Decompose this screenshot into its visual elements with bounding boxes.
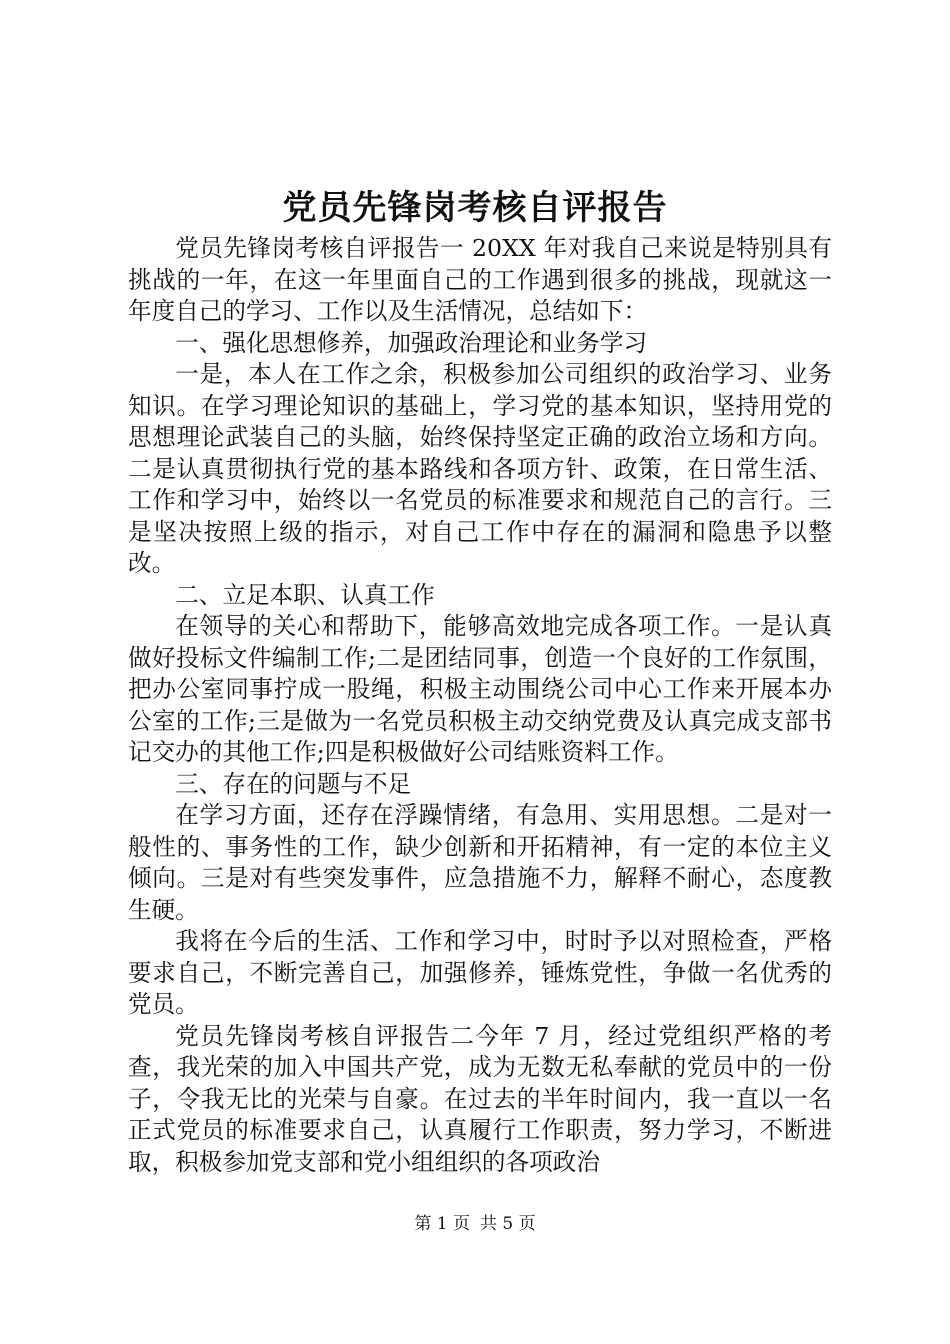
section-heading: 三、存在的问题与不足	[175, 769, 412, 798]
paragraph: 在领导的关心和帮助下，能够高效地完成各项工作。一是认真做好投标文件编制工作;二是团结同事，创造一个良好的工作氛围，把办公室同事拧成一股绳，积极主动围绕公司中心工作来开展本办公室的工作;三是做为一名党员积极主动交纳党费及认真完成支部书记交办的其他工作;四是积极做好公司结账资料工作。	[128, 612, 832, 766]
paragraph: 在学习方面，还存在浮躁情绪，有急用、实用思想。二是对一般性的、事务性的工作，缺少创新和开拓精神，有一定的本位主义倾向。三是对有些突发事件，应急措施不力，解释不耐心，态度教生硬。	[128, 801, 832, 924]
paragraph: 党员先锋岗考核自评报告一 20XX 年对我自己来说是特别具有挑战的一年，在这一年里面自己的工作遇到很多的挑战，现就这一年度自己的学习、工作以及生活情况，总结如下：	[128, 234, 832, 325]
section-heading: 二、立足本职、认真工作	[175, 580, 435, 609]
document-title: 党员先锋岗考核自评报告	[282, 188, 668, 228]
document-body	[128, 233, 832, 1178]
paragraph: 我将在今后的生活、工作和学习中，时时予以对照检查，严格要求自己，不断完善自己，加强修养，锤炼党性，争做一名优秀的党员。	[128, 927, 832, 1018]
page-total: 共 5 页	[480, 1214, 536, 1234]
paragraph: 党员先锋岗考核自评报告二今年 7 月，经过党组织严格的考查，我光荣的加入中国共产党，成为无数无私奉献的党员中的一份子，令我无比的光荣与自豪。在过去的半年时间内，我一直以一名正式党员的标准要求自己，认真履行工作职责，努力学习，不断进取，积极参加党支部和党小组组织的各项政治	[128, 1021, 832, 1176]
page-number: 第 1 页	[414, 1214, 470, 1234]
paragraph: 一是，本人在工作之余，积极参加公司组织的政治学习、业务知识。在学习理论知识的基础上，学习党的基本知识，坚持用党的思想理论武装自己的头脑，始终保持坚定正确的政治立场和方向。二是认真贯彻执行党的基本路线和各项方针、政策，在日常生活、工作和学习中，始终以一名党员的标准要求和规范自己的言行。三是坚决按照上级的指示，对自己工作中存在的漏洞和隐患予以整改。	[128, 360, 832, 577]
section-heading: 一、强化思想修养，加强政治理论和业务学习	[175, 328, 648, 357]
page-footer	[0, 1212, 950, 1236]
